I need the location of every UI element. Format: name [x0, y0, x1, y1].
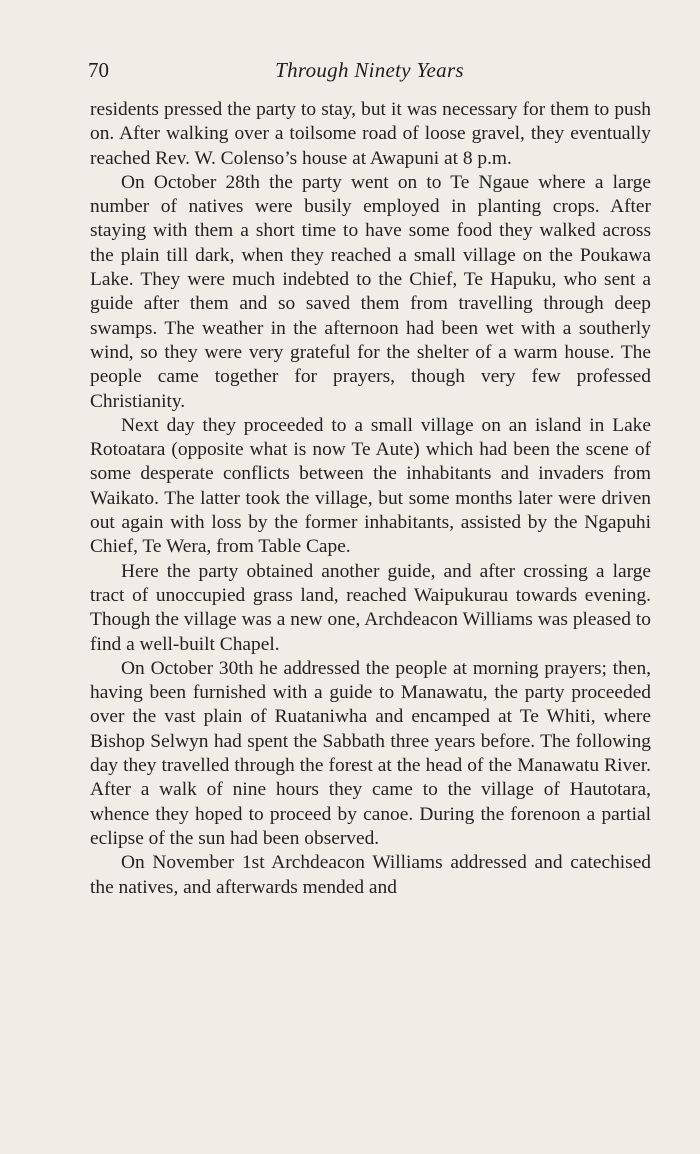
paragraph-continued: residents pressed the party to stay, but it was necessary for them to push on. After walking over a toilsome road of loose gravel, they eventually reached Rev. W. Colenso’s house at Awapuni at 8 p.m.	[90, 99, 651, 169]
paragraph: On October 28th the party went on to Te Ngaue where a large number of natives were busily employed in planting crops. After staying with them a short time to have some food they walked across the plain till dark, when they reached a small village on the Poukawa Lake. They were much indebted to the Chief, Te Hapuku, who sent a guide after them and so saved them from travelling through deep swamps. The weather in the afternoon had been wet with a southerly wind, so they were very grateful for the shelter of a warm house. The people came together for prayers, though very few professed Christianity.	[90, 171, 651, 412]
body-text	[90, 98, 651, 900]
paragraph: On October 30th he addressed the people at morning prayers; then, having been furnished with a guide to Manawatu, the party proceeded over the vast plain of Ruataniwha and encamped at Te Whiti, where Bishop Selwyn had spent the Sabbath three years before. The following day they travelled through the forest at the head of the Manawatu River. After a walk of nine hours they came to the village of Hautotara, whence they hoped to proceed by canoe. During the forenoon a partial eclipse of the sun had been observed.	[90, 657, 651, 849]
running-title: Through Ninety Years	[275, 58, 464, 82]
paragraph: On November 1st Archdeacon Williams addressed and catechised the natives, and afterwards mended and	[90, 852, 651, 898]
page-number: 70	[88, 58, 109, 82]
paragraph: Here the party obtained another guide, and after crossing a large tract of unoccupied grass land, reached Waipukurau towards evening. Though the village was a new one, Archdeacon Williams was pleased to find a well-built Chapel.	[90, 560, 651, 655]
page-header	[88, 58, 651, 86]
paragraph: Next day they proceeded to a small village on an island in Lake Rotoatara (opposite what is now Te Aute) which had been the scene of some desperate conflicts between the inhabitants and invaders from Waikato. The latter took the village, but some months later were driven out again with loss by the former inhabitants, assisted by the Ngapuhi Chief, Te Wera, from Table Cape.	[90, 414, 651, 558]
